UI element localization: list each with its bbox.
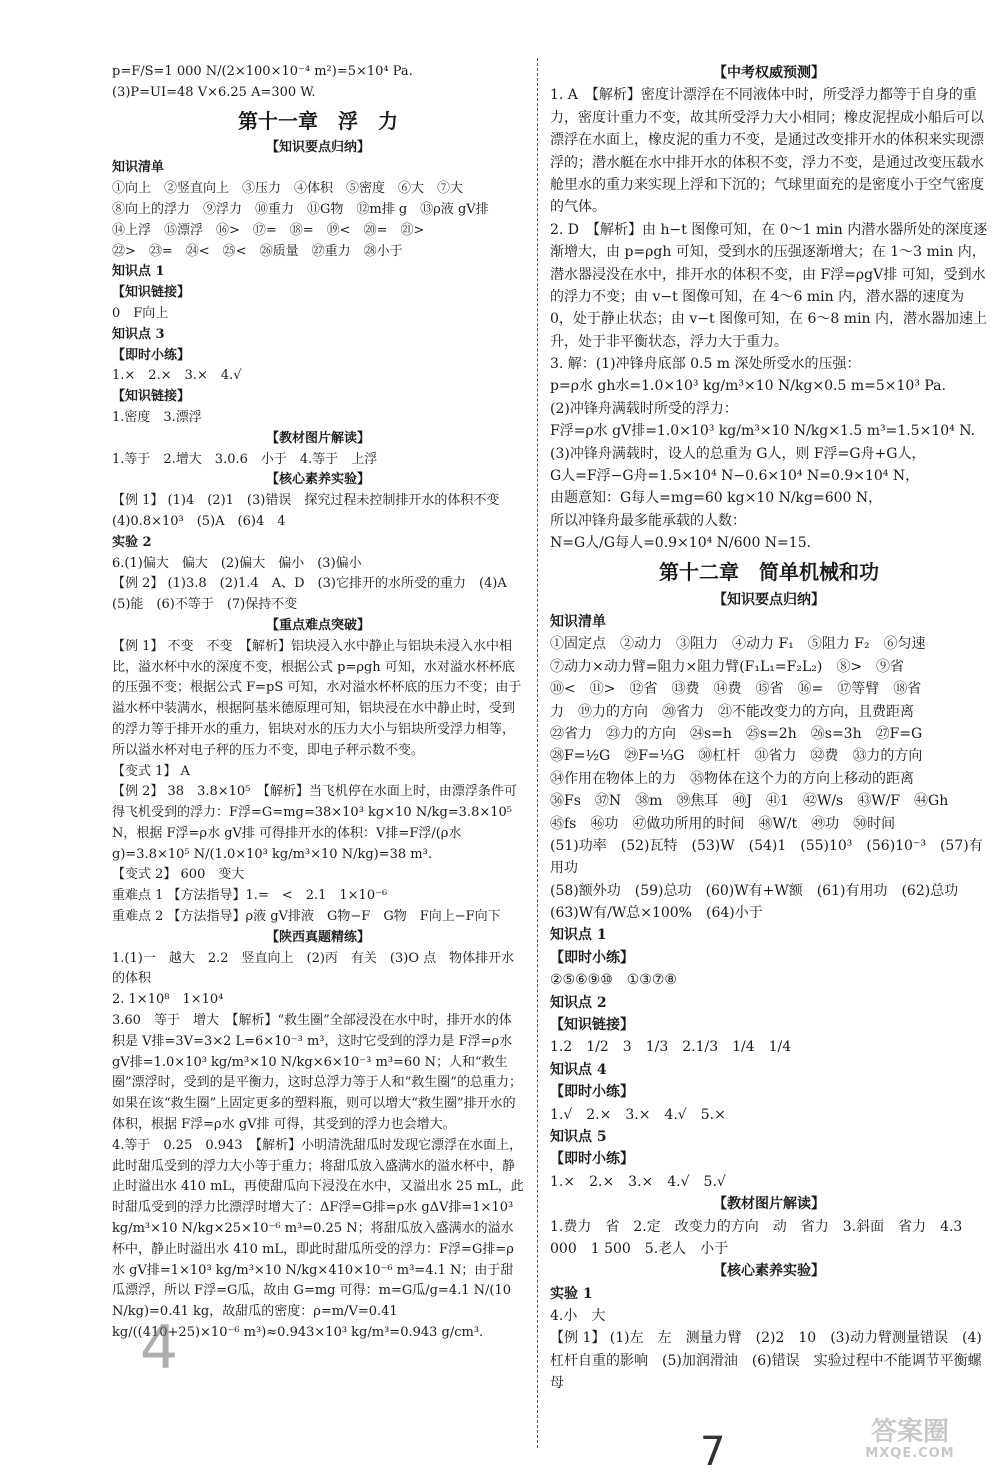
section-heading: 【陕西真题精练】 [265,929,370,945]
answer-line: 力 ⑲力的方向 ⑳省力 ㉑不能改变力的方向，且费距离 [550,703,914,720]
answer-line: ②⑤⑥⑨⑩ ①③⑦⑧ [550,972,677,989]
watermark-main: 答案圈 [870,1417,949,1447]
answer-line: 1. A 【解析】密度计漂浮在不同液体中时，所受浮力都等于自身的重力，密度计重力不变，故其所受浮力大小相同；橡皮泥捏成小船后可以漂浮在水面上，橡皮泥的重力不变，是通过改变排开水的体积来实现漂浮的；潜水艇在水中排开水的体积不变，浮力不变，是通过改变压载水舱里水的重力来实现上浮和下沉的；气球里面充的是密度小于空气密度的气体。 [550,87,984,216]
section-heading: 【核心素养实验】 [265,472,370,488]
chapter-title: 第十一章 浮 力 [238,108,398,133]
answer-line: ⑦动力×动力臂=阻力×阻力臂(F₁L₁=F₂L₂) ⑧> ⑨省 [550,658,905,675]
answer-line: 2. D 【解析】由 h−t 图像可知，在 0～1 min 内潜水器所处的深度逐渐增大，由 p=ρgh 可知，受到水的压强逐渐增大；在 1～3 min 内，潜水器浸没在水中，排开水的体积不变，由 F浮=ρgV排 可知，受到水的浮力不变；由 v−t 图像可知，在 4～6 min 内，潜水器的速度为 0，处于静止状态；由 v−t 图像可知，在 6～8 min 内，潜水器加速上升，处于非平衡状态，浮力大于重力。 [550,221,988,350]
answer-line: 【知识链接】 [112,285,191,301]
column-divider [537,58,538,1448]
left-column [112,62,524,1344]
answer-line: N=G人/G每人=0.9×10⁴ N/600 N=15. [550,535,812,552]
answer-line: 【变式 2】 600 变大 [112,867,245,883]
answer-line: 6.(1)偏大 偏大 (2)偏大 偏小 (3)偏小 [112,555,362,571]
answer-line: 知识点 2 [550,994,607,1011]
answer-line: 【即时小练】 [550,1151,634,1168]
answer-line: (63)W有/W总×100% (64)小于 [550,905,763,922]
answer-line: 重难点 1 【方法指导】1.= < 2.1 1×10⁻⁶ [112,888,388,904]
watermark-logo [830,1418,990,1466]
answer-line: 知识点 1 [550,927,607,944]
answer-line: ⑭上浮 ⑮漂浮 ⑯> ⑰= ⑱= ⑲< ⑳= ㉑> [112,222,425,238]
answer-line: 知识点 4 [550,1061,607,1078]
answer-line: 3. 解：(1)冲锋舟底部 0.5 m 深处所受水的压强： [550,356,861,373]
answer-line: 【例 1】 (1)4 (2)1 (3)错误 探究过程未控制排开水的体积不变 (4)0.8×10³ (5)A (6)4 4 [112,493,513,529]
answer-line: ㉒> ㉓= ㉔< ㉕< ㉖质量 ㉗重力 ㉘小于 [112,243,403,259]
answer-line: 知识点 1 [112,264,165,280]
handwritten-page-mark: 7 [700,1429,726,1475]
answer-line: 实验 2 [112,534,152,550]
answer-line: ⑩< ⑪> ⑫省 ⑬费 ⑭费 ⑮省 ⑯= ⑰等臂 ⑱省 [550,681,922,698]
answer-line: 【即时小练】 [550,1084,634,1101]
answer-line: 【即时小练】 [112,347,191,363]
answer-line: 【即时小练】 [550,949,634,966]
answer-line: 所以冲锋舟最多能承载的人数： [550,512,746,529]
answer-line: 4.小 大 [550,1308,606,1325]
answer-line: 1.密度 3.漂浮 [112,409,202,425]
answer-line: p=ρ水 gh水=1.0×10³ kg/m³×10 N/kg×0.5 m=5×10³ Pa. [550,378,946,395]
answer-line: 1.费力 省 2.定 改变力的方向 动 省力 3.斜面 省力 4.3 000 1 500 5.老人 小于 [550,1218,967,1257]
answer-line: 知识点 3 [112,326,165,342]
answer-line: 1.× 2.× 3.× 4.√ [112,368,242,384]
answer-line: 由题意知：G每人=mg=60 kg×10 N/kg=600 N， [550,490,883,507]
answer-line: 4.等于 0.25 0.943 【解析】小明清洗甜瓜时发现它漂浮在水面上，此时甜瓜受到的浮力大小等于重力；将甜瓜放入盛满水的溢水杯中，静止时溢出水 410 mL，再使甜瓜向下浸没在水中，又溢出水 25 mL，此时甜瓜受到的浮力比漂浮时增大了：ΔF浮=G排=ρ水 gΔV排=1×10³ kg/m³×10 N/kg×25×10⁻⁶ m³=0.25 N；将甜瓜放入盛满水的溢水杯中，静止时溢出水 410 mL，即此时甜瓜所受的浮力：F浮=G排=ρ水 gV排=1×10³ kg/m³×10 N/kg×410×10⁻⁶ m³=4.1 N；由于甜瓜漂浮，所以 F浮=G瓜，故由 G=mg 可得：m=G瓜/g=4.1 N/(10 N/kg)=0.41 kg，故甜瓜的密度：ρ=m/V=0.41 kg/((410+25)×10⁻⁶ m³)≈0.943×10³ kg/m³=0.943 g/cm³. [112,1137,524,1341]
section-heading: 【核心素养实验】 [713,1263,825,1280]
answer-line: 1.× 2.× 3.× 4.√ 5.√ [550,1173,726,1190]
answer-line: 【例 2】 (1)3.8 (2)1.4 A、D (3)它排开的水所受的重力 (4)A (5)能 (6)不等于 (7)保持不变 [112,576,520,613]
answer-line: ㊺fs ㊻功 ㊼做功所用的时间 ㊽W/t ㊾功 ㊿时间 [550,815,896,832]
answer-line: 1.√ 2.× 3.× 4.√ 5.× [550,1106,726,1123]
answer-line: 知识清单 [112,160,165,176]
answer-line: G人=F浮−G舟=1.5×10⁴ N−0.6×10⁴ N=0.9×10⁴ N， [550,468,920,485]
answer-line: 【知识链接】 [112,389,191,405]
answer-line: (2)冲锋舟满载时所受的浮力： [550,400,738,417]
section-heading: 【教材图片解读】 [713,1196,825,1213]
answer-line: (58)额外功 (59)总功 (60)W有+W额 (61)有用功 (62)总功 [550,882,959,899]
answer-line: 1.2 1/2 3 1/3 2.1/3 1/4 1/4 [550,1039,792,1056]
section-heading: 【重点难点突破】 [265,617,370,633]
section-heading: 【知识要点归纳】 [265,139,370,155]
answer-line: 实验 1 [550,1285,593,1302]
answer-line: 0 F向上 [112,305,169,321]
answer-line: (51)功率 (52)瓦特 (53)W (54)1 (55)10³ (56)10⁻³ (57)有用功 [550,837,983,877]
answer-line: ㉞作用在物体上的力 ㉟物体在这个力的方向上移动的距离 [550,770,914,787]
section-heading: 【教材图片解读】 [265,430,370,446]
answer-line: 1.等于 2.增大 3.0.6 小于 4.等于 上浮 [112,451,378,467]
chapter-title: 第十二章 简单机械和功 [659,559,879,584]
answer-line: 知识点 5 [550,1128,607,1145]
answer-line: F浮=ρ水 gV排=1.0×10³ kg/m³×10 N/kg×1.5 m³=1.5×10⁴ N. [550,423,975,440]
answer-line: ①向上 ②竖直向上 ③压力 ④体积 ⑤密度 ⑥大 ⑦大 [112,181,464,197]
answer-line: (3)冲锋舟满载时，设人的总重为 G人，则 F浮=G舟+G人， [550,445,926,462]
section-heading: 【中考权威预测】 [713,65,825,81]
answer-line: ⑧向上的浮力 ⑨浮力 ⑩重力 ⑪G物 ⑫m排 g ⑬ρ液 gV排 [112,201,489,217]
answer-line: ㉒省力 ㉓力的方向 ㉔s=h ㉕s=2h ㉖s=3h ㉗F=G [550,725,923,742]
answer-line: 【变式 1】 A [112,763,190,779]
answer-line: p=F/S=1 000 N/(2×100×10⁻⁴ m²)=5×10⁴ Pa. [112,64,413,79]
answer-line: 知识清单 [550,613,606,630]
answer-line: ㉘F=½G ㉙F=⅓G ㉚杠杆 ㉛省力 ㉜费 ㉝力的方向 [550,748,923,765]
handwritten-mark-4: 4 [140,1313,179,1383]
watermark-url: MXQE.COM [865,1445,955,1461]
answer-line: 3.60 等于 增大 【解析】“救生圈”全部浸没在水中时，排开水的体积是 V排=3V=3×2 L=6×10⁻³ m³，这时它受到的浮力是 F浮=ρ水 gV排=1.0×10³ kg/m³×10 N/kg×6×10⁻³ m³=60 N；人和“救生圈”漂浮时，受到的是平衡力，这时总浮力等于人和“救生圈”的总重力；如果在该“救生圈”上固定更多的塑料瓶，则可以增大“救生圈”排开水的体积，根据 F浮=ρ水 gV排 可得，其受到的浮力也会增大。 [112,1013,522,1133]
section-heading: 【知识要点归纳】 [713,591,825,608]
answer-line: (3)P=UI=48 V×6.25 A=300 W. [112,84,316,100]
right-column [550,62,988,1395]
answer-line: 【知识链接】 [550,1017,634,1034]
answer-line: ㊱Fs ㊲N ㊳m ㊴焦耳 ㊵J ㊶1 ㊷W/s ㊸W/F ㊹Gh [550,793,949,810]
answer-line: 2. 1×10⁸ 1×10⁴ [112,992,224,1008]
answer-line: 重难点 2 【方法指导】ρ液 gV排液 G物−F G物 F向上−F向下 [112,909,501,925]
answer-line: 1.(1)一 越大 2.2 竖直向上 (2)丙 有关 (3)O 点 物体排开水的体积 [112,950,515,987]
answer-line: 【例 1】 (1)左 左 测量力臂 (2)2 10 (3)动力臂测量错误 (4)杠杆自重的影响 (5)加润滑油 (6)错误 实验过程中不能调节平衡螺母 [550,1330,982,1392]
answer-line: ①固定点 ②动力 ③阻力 ④动力 F₁ ⑤阻力 F₂ ⑥匀速 [550,636,926,653]
answer-line: 【例 2】 38 3.8×10⁵ 【解析】当飞机停在水面上时，由漂浮条件可得飞机受到的浮力：F浮=G=mg=38×10³ kg×10 N/kg=3.8×10⁵ N，根据 F浮=ρ水 gV排 可得排开水的体积：V排=F浮/(ρ水 g)=3.8×10⁵ N/(1.0×10³ kg/m³×10 N/kg)=38 m³. [112,784,517,862]
answer-line: 【例 1】 不变 不变 【解析】铝块浸入水中静止与铝块未浸入水中相比，溢水杯中水的深度不变，根据公式 p=ρgh 可知，水对溢水杯杯底的压强不变；根据公式 F=pS 可知，水对溢水杯杯底的压力不变；由于溢水杯中装满水，根据阿基米德原理可知，铝块浸在水中静止时，受到的浮力等于排开水的重力，铝块对水的压力大小与铝块所受浮力相等，所以溢水杯对电子秤的压力不变，即电子秤示数不变。 [112,638,522,758]
